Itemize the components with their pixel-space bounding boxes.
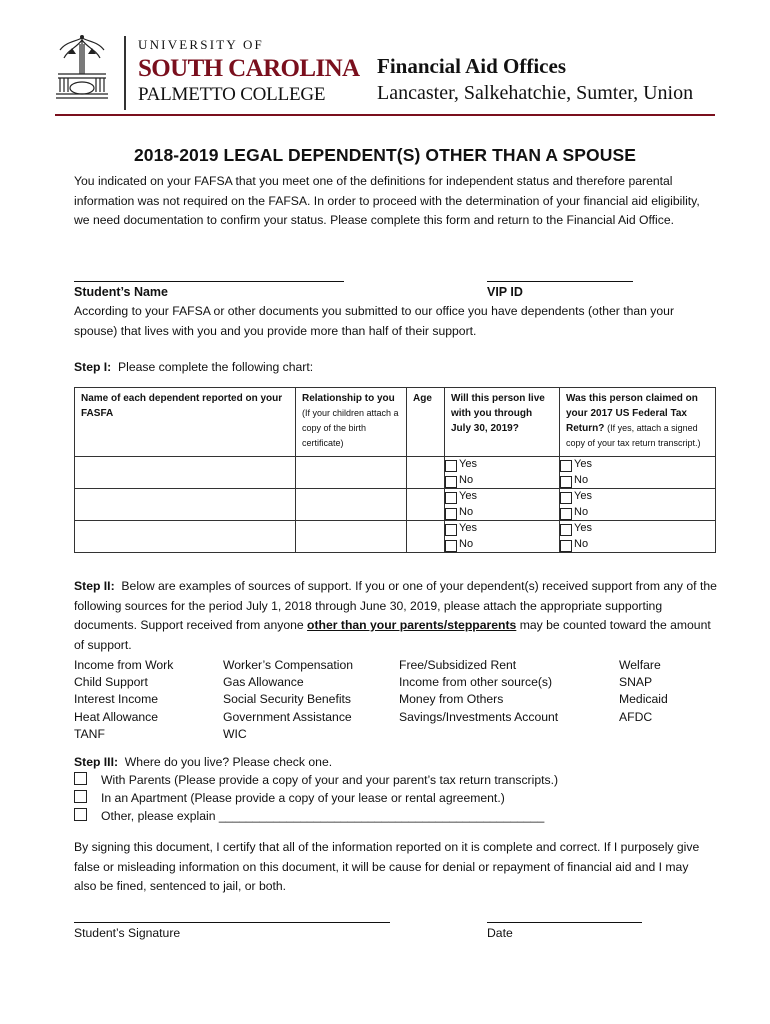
checkbox-icon[interactable] [445,540,457,552]
list-item: WIC [223,726,247,741]
claimed-cell-2 [560,489,716,521]
step2-text-after: may be counted toward the amount of support. [74,618,711,652]
dependent-name-cell-1[interactable] [75,457,296,489]
claimed-yes-1[interactable]: Yes [560,457,715,473]
list-item: Medicaid [619,692,668,707]
dependents-table [74,387,716,553]
option-other-label: Other, please explain ________________________________________________ [101,809,545,823]
lives-no-3[interactable]: No [445,537,559,553]
lives-yes-3[interactable]: Yes [445,521,559,537]
dependent-name-cell-3[interactable] [75,521,296,553]
col-header-lives: Will this person live with you through July 30, 2019? [445,388,560,457]
option-with-parents-label: With Parents (Please provide a copy of your and your parent’s tax return transcripts.) [101,773,559,787]
checkbox-icon[interactable] [445,492,457,504]
list-item: Heat Allowance [74,709,159,724]
list-item: Income from other source(s) [399,675,553,690]
claimed-cell-1 [560,457,716,489]
signature-field[interactable] [74,922,390,923]
lives-no-2[interactable]: No [445,505,559,521]
table-row [75,457,716,489]
list-item: Worker’s Compensation [223,658,354,672]
checkbox-icon[interactable] [74,790,87,803]
sources-column-3 [399,657,558,726]
checkbox-icon[interactable] [445,508,457,520]
lives-yes-1[interactable]: Yes [445,457,559,473]
step3-text: Where do you live? Please check one. [124,755,333,769]
student-name-field[interactable] [74,281,344,282]
claimed-cell-3 [560,521,716,553]
sources-column-4 [619,657,668,726]
checkbox-icon[interactable] [445,524,457,536]
checkbox-icon[interactable] [560,460,572,472]
relationship-cell-1[interactable] [296,457,407,489]
col-relationship-note: (If your children attach a copy of the birth certificate) [302,408,399,448]
university-seal-logo [54,34,110,104]
list-item: Income from Work [74,658,174,672]
step3-label: Step III: [74,755,119,769]
age-cell-3[interactable] [407,521,445,553]
wordmark-south-carolina: SOUTH CAROLINA [138,55,360,82]
col-header-name: Name of each dependent reported on your FASFA [75,388,296,457]
sources-column-2 [223,657,353,743]
checkbox-icon[interactable] [560,524,572,536]
checkbox-icon[interactable] [445,476,457,488]
list-item: Gas Allowance [223,675,304,690]
list-item: Savings/Investments Account [399,709,559,724]
step1-heading [74,360,313,374]
list-item: TANF [74,726,105,741]
date-label: Date [487,926,513,940]
header-rule [55,114,715,116]
col-header-relationship [296,388,407,457]
sources-column-1 [74,657,173,743]
checkbox-icon[interactable] [560,492,572,504]
col-header-claimed [560,388,716,457]
claimed-no-3[interactable]: No [560,537,715,553]
col-claimed-note: (If yes, attach a signed copy of your tax return transcript.) [566,423,701,448]
table-header-row [75,388,716,457]
claimed-yes-2[interactable]: Yes [560,489,715,505]
list-item: Child Support [74,675,148,690]
document-title: 2018-2019 LEGAL DEPENDENT(S) OTHER THAN A SPOUSE [133,145,637,165]
logo-divider [124,36,126,110]
table-row [75,521,716,553]
lives-yes-2[interactable]: Yes [445,489,559,505]
dependent-name-cell-2[interactable] [75,489,296,521]
step2-paragraph [74,577,719,655]
step2-emphasis: other than your parents/stepparents [307,618,517,632]
dependents-statement: According to your FAFSA or other documents you submitted to our office you have dependents (other than your spouse) that lives with you and you provide more than half of their support. [74,304,675,338]
office-campuses: Lancaster, Salkehatchie, Sumter, Union [377,82,694,104]
wordmark-university-of: UNIVERSITY OF [138,37,264,52]
checkbox-icon[interactable] [560,540,572,552]
checkbox-icon[interactable] [74,808,87,821]
step2-label: Step II: [74,579,115,593]
list-item: AFDC [619,709,653,724]
list-item: Social Security Benefits [223,692,352,707]
col-header-age: Age [407,388,445,457]
vip-id-field[interactable] [487,281,633,282]
lives-cell-3 [445,521,560,553]
age-cell-1[interactable] [407,457,445,489]
claimed-no-1[interactable]: No [560,473,715,489]
option-with-parents[interactable] [74,772,558,787]
relationship-cell-3[interactable] [296,521,407,553]
age-cell-2[interactable] [407,489,445,521]
signature-label: Student’s Signature [74,926,181,940]
intro-paragraph: You indicated on your FAFSA that you meet one of the definitions for independent status and therefore parental information was not required on the FAFSA. In order to proceed with the determination of your financial aid eligibility, we need documentation to confirm your status. Please complete this form and return to the Financial Aid Office. [74,174,700,227]
table-row [75,489,716,521]
option-apartment-label: In an Apartment (Please provide a copy of your lease or rental agreement.) [101,791,505,805]
checkbox-icon[interactable] [560,508,572,520]
step1-label: Step I: [74,360,112,374]
lives-cell-1 [445,457,560,489]
office-title: Financial Aid Offices [377,54,566,78]
step3-heading [74,753,332,773]
lives-no-1[interactable]: No [445,473,559,489]
step2-text-before: Below are examples of sources of support. If you or one of your dependent(s) received support from any of the following sources for the period July 1, 2018 through June 30, 2019, please attach the appropriate supporting documents. Support received from anyone [74,579,717,632]
certification-paragraph: By signing this document, I certify that all of the information reported on it is complete and correct. If I purposely give false or misleading information on this document, it will be cause for denial or repayment of financial aid and I may also be fined, sentenced to jail, or both. [74,840,700,893]
col-claimed-label: Was this person claimed on your 2017 US Federal Tax Return? [566,393,698,434]
student-name-label: Student’s Name [74,285,169,299]
list-item: Money from Others [399,692,504,707]
list-item: Welfare [619,658,661,672]
claimed-no-2[interactable]: No [560,505,715,521]
vip-id-label: VIP ID [487,285,523,299]
claimed-yes-3[interactable]: Yes [560,521,715,537]
checkbox-icon[interactable] [74,772,87,785]
date-field[interactable] [487,922,642,923]
list-item: Government Assistance [223,709,352,724]
checkbox-icon[interactable] [560,476,572,488]
lives-cell-2 [445,489,560,521]
checkbox-icon[interactable] [445,460,457,472]
option-other[interactable] [74,808,544,823]
list-item: Interest Income [74,692,158,707]
option-apartment[interactable] [74,790,505,805]
col-relationship-label: Relationship to you [302,393,395,404]
list-item: Free/Subsidized Rent [399,658,517,672]
wordmark-palmetto-college: PALMETTO COLLEGE [138,84,326,105]
step1-text: Please complete the following chart: [118,360,314,374]
relationship-cell-2[interactable] [296,489,407,521]
list-item: SNAP [619,675,653,690]
